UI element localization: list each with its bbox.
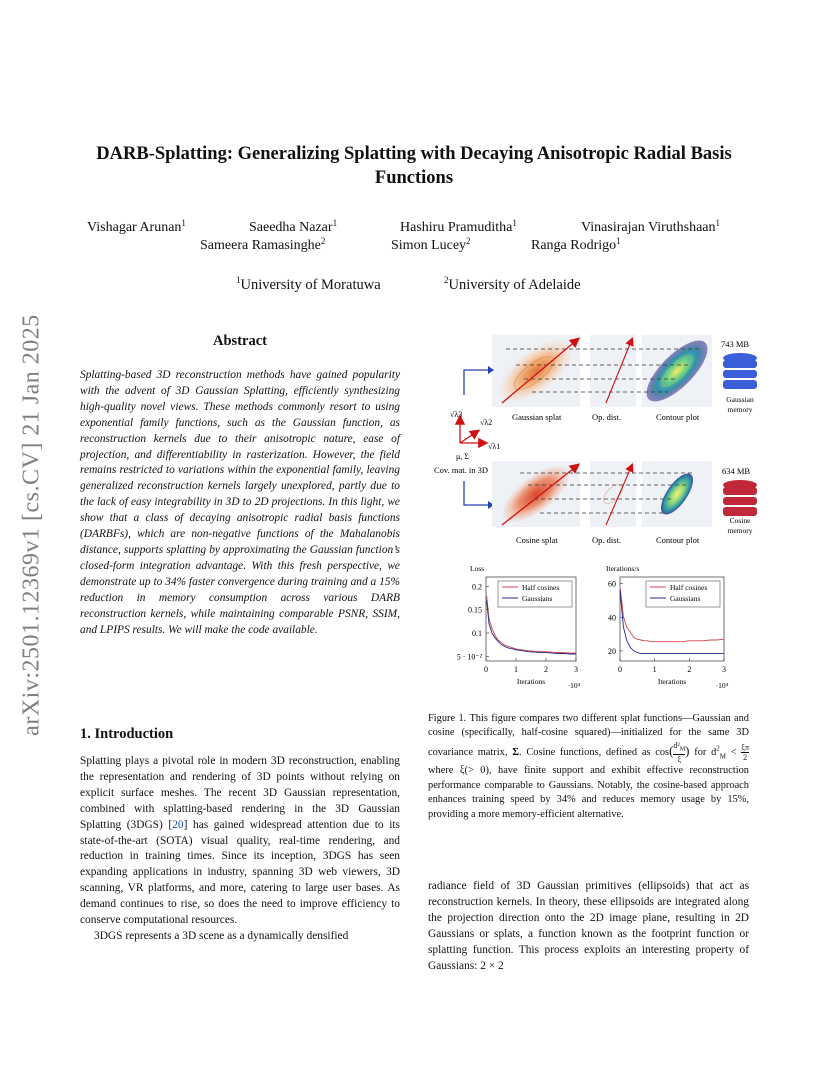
- gaussian-splat-label: Gaussian splat: [512, 412, 562, 422]
- introduction-text: Splatting plays a pivotal role in modern 3D reconstruction, enabling the representation and rendering of 3D points without relying on explicit surface meshes. The recent 3D Gaussian representation, combined with splatting-based rendering in the 3D Gaussian Splatting (3DGS) [20] has gained widespread attention due to its state-of-the-art (SOTA) visual quality, real-time rendering, and reduction in training times. Since its inception, 3DGS has seen expanding applications in industry, spanning 3D web viewers, 3D scanning, VR platforms, and more, catering to large user bases. As demand continues to rise, so does the need to improve efficiency to conserve computational resources. 3DGS represents a 3D scene as a dynamically densified: [80, 755, 400, 942]
- x-tick-label: 3: [574, 665, 578, 674]
- op-dist-label: Op. dist.: [592, 412, 622, 422]
- x-axis-multiplier: ·10⁴: [715, 681, 729, 690]
- covariance-axes: [434, 366, 500, 509]
- x-axis-label: Iterations: [516, 677, 546, 686]
- iterations-per-second-chart: [606, 564, 729, 690]
- loss-chart: [457, 564, 581, 690]
- cosine-splat-panel: [492, 456, 580, 532]
- memory-label: memory: [727, 526, 753, 535]
- x-axis-multiplier: ·10⁴: [567, 681, 581, 690]
- y-tick-label: 40: [608, 613, 616, 623]
- y-tick-label: 0.15: [468, 605, 482, 615]
- contour-plot-label: Contour plot: [656, 535, 700, 545]
- affiliation: $^1$University of Moratuwa: [236, 275, 381, 293]
- author: Sameera Ramasinghe$^2$: [200, 236, 326, 253]
- x-tick-label: 2: [687, 665, 692, 674]
- memory-label: Cosine: [729, 516, 751, 525]
- memory-label: Gaussian: [726, 395, 754, 404]
- svg-text:√λ1: √λ1: [488, 442, 501, 451]
- y-tick-label: 5 · 10⁻²: [456, 652, 482, 662]
- author: Simon Lucey$^2$: [391, 236, 471, 253]
- author: Vinasirajan Viruthshaan$^1$: [581, 218, 721, 235]
- citation-link[interactable]: 20: [172, 818, 184, 831]
- author: Hashiru Pramuditha$^1$: [400, 218, 517, 235]
- legend-entry: Half cosines: [522, 583, 560, 592]
- figure-caption: Figure 1. This figure compares two different splat functions—Gaussian and cosine (specifically, half-cosine squared)—initialized for the same 3D covariance matrix, Σ. Cosine functions, defined as cos( $\frac{d^2_M}{\xi}$ ) for $d^2_M$ < $\frac{\xi\pi}{2}$ where ξ(> 0), have finite support and exhibit effective reconstruction performance comparable to Gaussians. Notably, the cosine-based approach enhances training speed by 34% and reduces memory usage by 15%, providing a more memory-efficient alternative.: [428, 713, 749, 820]
- y-axis-label: Loss: [470, 564, 485, 573]
- section-heading: 1. Introduction: [80, 726, 174, 742]
- x-tick-label: 0: [484, 665, 488, 674]
- x-tick-label: 0: [618, 665, 622, 674]
- x-axis-label: Iterations: [657, 677, 687, 686]
- y-tick-label: 20: [608, 646, 616, 656]
- contour-plot-panel: [637, 335, 716, 411]
- y-tick-label: 0.1: [472, 629, 482, 638]
- memory-value: 634 MB: [722, 466, 751, 476]
- cosine-splat-label: Cosine splat: [516, 535, 558, 545]
- svg-text:√λ3: √λ3: [450, 410, 463, 419]
- memory-value: 743 MB: [721, 339, 750, 349]
- x-tick-label: 3: [722, 665, 726, 674]
- author: Vishagar Arunan$^1$: [87, 218, 186, 235]
- op-dist-label: Op. dist.: [592, 535, 622, 545]
- legend-entry: Gaussians: [522, 594, 553, 603]
- database-icon: [723, 480, 757, 516]
- abstract-text: Splatting-based 3D reconstruction methods have gained popularity with the advent of 3D Gaussian Splatting, efficiently synthesizing high-quality novel views. These methods commonly resort to using exponential family functions, such as the Gaussian function, as reconstruction kernels due to their anisotropic nature, ease of projection, and differentiability in rasterization. However, the field remains restricted to variations within the exponential family, leaving generalized reconstruction kernels largely unexplored, partly due to the lack of easy integrability in 3D to 2D projections. In this light, we show that a class of decaying anisotropic radial basis functions (DARBFs), which are non-negative functions of the Mahalanobis distance, supports splatting by approximating the Gaussian function’s closed-form integration advantage. With this fresh perspective, we demonstrate up to 34% faster convergence during training and a 15% reduction in memory consumption across various DARB reconstruction kernels, while maintaining comparable PSNR, SSIM, and LPIPS results. We will make the code available.: [80, 369, 400, 636]
- affiliation: $^2$University of Adelaide: [444, 275, 581, 293]
- y-tick-label: 0.2: [472, 582, 482, 592]
- x-tick-label: 1: [652, 665, 657, 674]
- paper-title: DARB-Splatting: Generalizing Splatting with Decaying Anisotropic Radial Basis Functions: [96, 144, 732, 188]
- svg-text:√λ2: √λ2: [480, 418, 493, 427]
- arxiv-identifier: arXiv:2501.12369v1 [cs.CV] 21 Jan 2025: [18, 314, 45, 736]
- x-tick-label: 1: [514, 665, 518, 674]
- y-axis-label: Iterations/s: [606, 564, 640, 573]
- contour-plot-label: Contour plot: [656, 412, 700, 422]
- mu-sigma-label: μ, Σ: [456, 452, 469, 461]
- author: Ranga Rodrigo$^1$: [531, 236, 621, 253]
- legend-entry: Half cosines: [670, 583, 708, 592]
- legend-entry: Gaussians: [670, 594, 701, 603]
- author: Saeedha Nazar$^1$: [249, 218, 338, 235]
- right-column-text: radiance field of 3D Gaussian primitives (ellipsoids) that act as reconstruction kernels. In theory, these ellipsoids are integrated along the projection direction onto the 2D image plane, resulting in 2D Gaussians or splats, a function known as the footprint function or splatting function. This process exploits an interesting property of Gaussians: 2 × 2: [428, 880, 749, 972]
- cov-label: Cov. mat. in 3D: [434, 465, 488, 475]
- memory-label: memory: [727, 405, 753, 414]
- x-tick-label: 2: [544, 665, 548, 674]
- contour-plot-panel: [642, 461, 712, 527]
- series-line: [487, 600, 576, 654]
- figure-1: [420, 335, 770, 705]
- abstract-heading: Abstract: [213, 333, 267, 349]
- y-tick-label: 60: [608, 579, 616, 589]
- database-icon: [723, 353, 757, 389]
